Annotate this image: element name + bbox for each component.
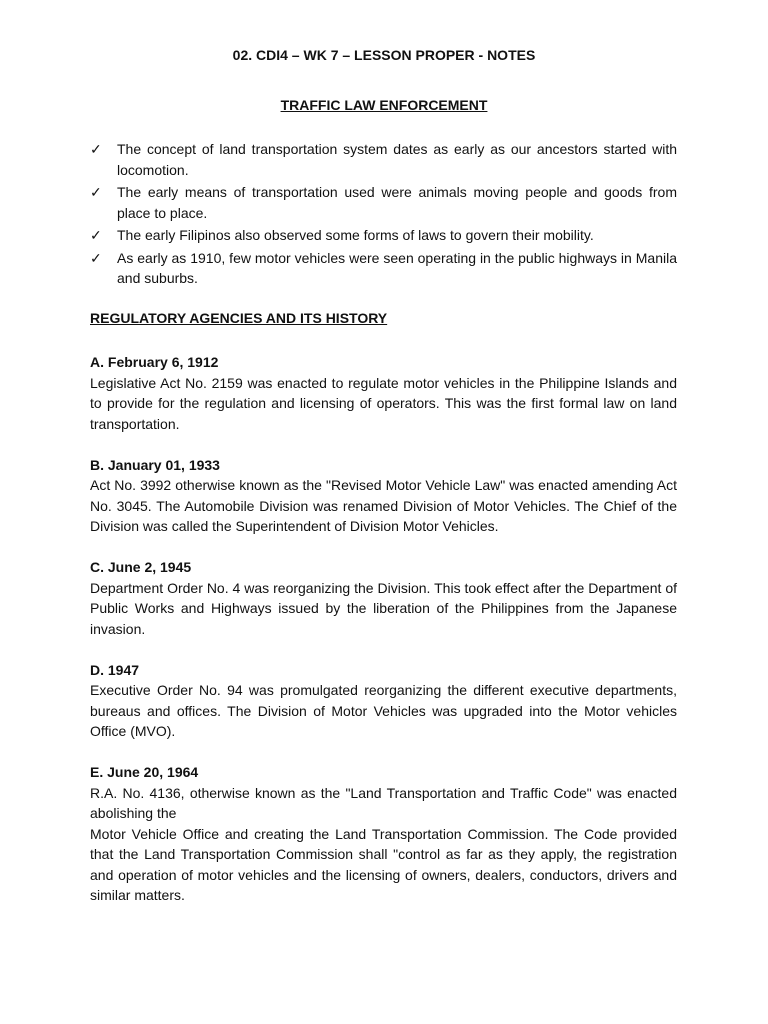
entry-date: D. 1947 bbox=[90, 661, 140, 678]
list-item bbox=[90, 139, 677, 180]
history-entry bbox=[90, 455, 677, 537]
entry-text: Act No. 3992 otherwise known as the "Revised Motor Vehicle Law" was enacted amending Act No. 3045. The Automobile Division was renamed Division of Motor Vehicles. The Chief of the Division was called the Superintendent of Division Motor Vehicles. bbox=[90, 477, 677, 534]
check-mark-icon: ✓ bbox=[90, 141, 102, 157]
history-entry bbox=[90, 762, 677, 906]
list-item bbox=[90, 225, 677, 246]
check-mark-icon: ✓ bbox=[90, 184, 102, 200]
entry-date: B. January 01, 1933 bbox=[90, 456, 220, 473]
history-list bbox=[90, 352, 677, 926]
list-item bbox=[90, 182, 677, 223]
list-item bbox=[90, 248, 677, 289]
list-item-text: As early as 1910, few motor vehicles were seen operating in the public highways in Manila and suburbs. bbox=[117, 249, 677, 286]
entry-text: Executive Order No. 94 was promulgated reorganizing the different executive departments, bureaus and offices. The Division of Motor Vehicles was upgraded into the Motor vehicles Office (MVO). bbox=[90, 682, 677, 739]
list-item-text: The early means of transportation used were animals moving people and goods from place to place. bbox=[117, 184, 677, 221]
list-item-text: The concept of land transportation system dates as early as our ancestors started with locomotion. bbox=[117, 141, 677, 178]
history-entry bbox=[90, 557, 677, 639]
entry-text: Motor Vehicle Office and creating the Land Transportation Commission. The Code provided that the Land Transportation Commission shall "control as far as they apply, the registration and operation of motor vehicles and the licensing of owners, dealers, conductors, drivers and similar matters. bbox=[90, 825, 677, 903]
entry-date: C. June 2, 1945 bbox=[90, 559, 192, 575]
bullet-list bbox=[90, 139, 677, 291]
check-mark-icon: ✓ bbox=[90, 249, 102, 266]
history-entry bbox=[90, 352, 677, 434]
entry-text: Department Order No. 4 was reorganizing the Division. This took effect after the Department of Public Works and Highways issued by the liberation of the Philippines from the Japanese invasion. bbox=[90, 579, 677, 637]
history-entry bbox=[90, 660, 677, 742]
page-subtitle: TRAFFIC LAW ENFORCEMENT bbox=[280, 97, 488, 113]
entry-text: R.A. No. 4136, otherwise known as the "Land Transportation and Traffic Code" was enacted abolishing the bbox=[90, 784, 677, 821]
section-heading: REGULATORY AGENCIES AND ITS HISTORY bbox=[90, 310, 388, 326]
document-title: 02. CDI4 – WK 7 – LESSON PROPER - NOTES bbox=[232, 47, 536, 63]
list-item-text: The early Filipinos also observed some forms of laws to govern their mobility. bbox=[117, 227, 594, 243]
check-mark-icon: ✓ bbox=[90, 227, 102, 243]
entry-date: A. February 6, 1912 bbox=[90, 354, 219, 370]
entry-text: Legislative Act No. 2159 was enacted to regulate motor vehicles in the Philippine Islands and to provide for the regulation and licensing of operators. This was the first formal law on land transportation. bbox=[90, 374, 677, 432]
entry-date: E. June 20, 1964 bbox=[90, 764, 199, 780]
